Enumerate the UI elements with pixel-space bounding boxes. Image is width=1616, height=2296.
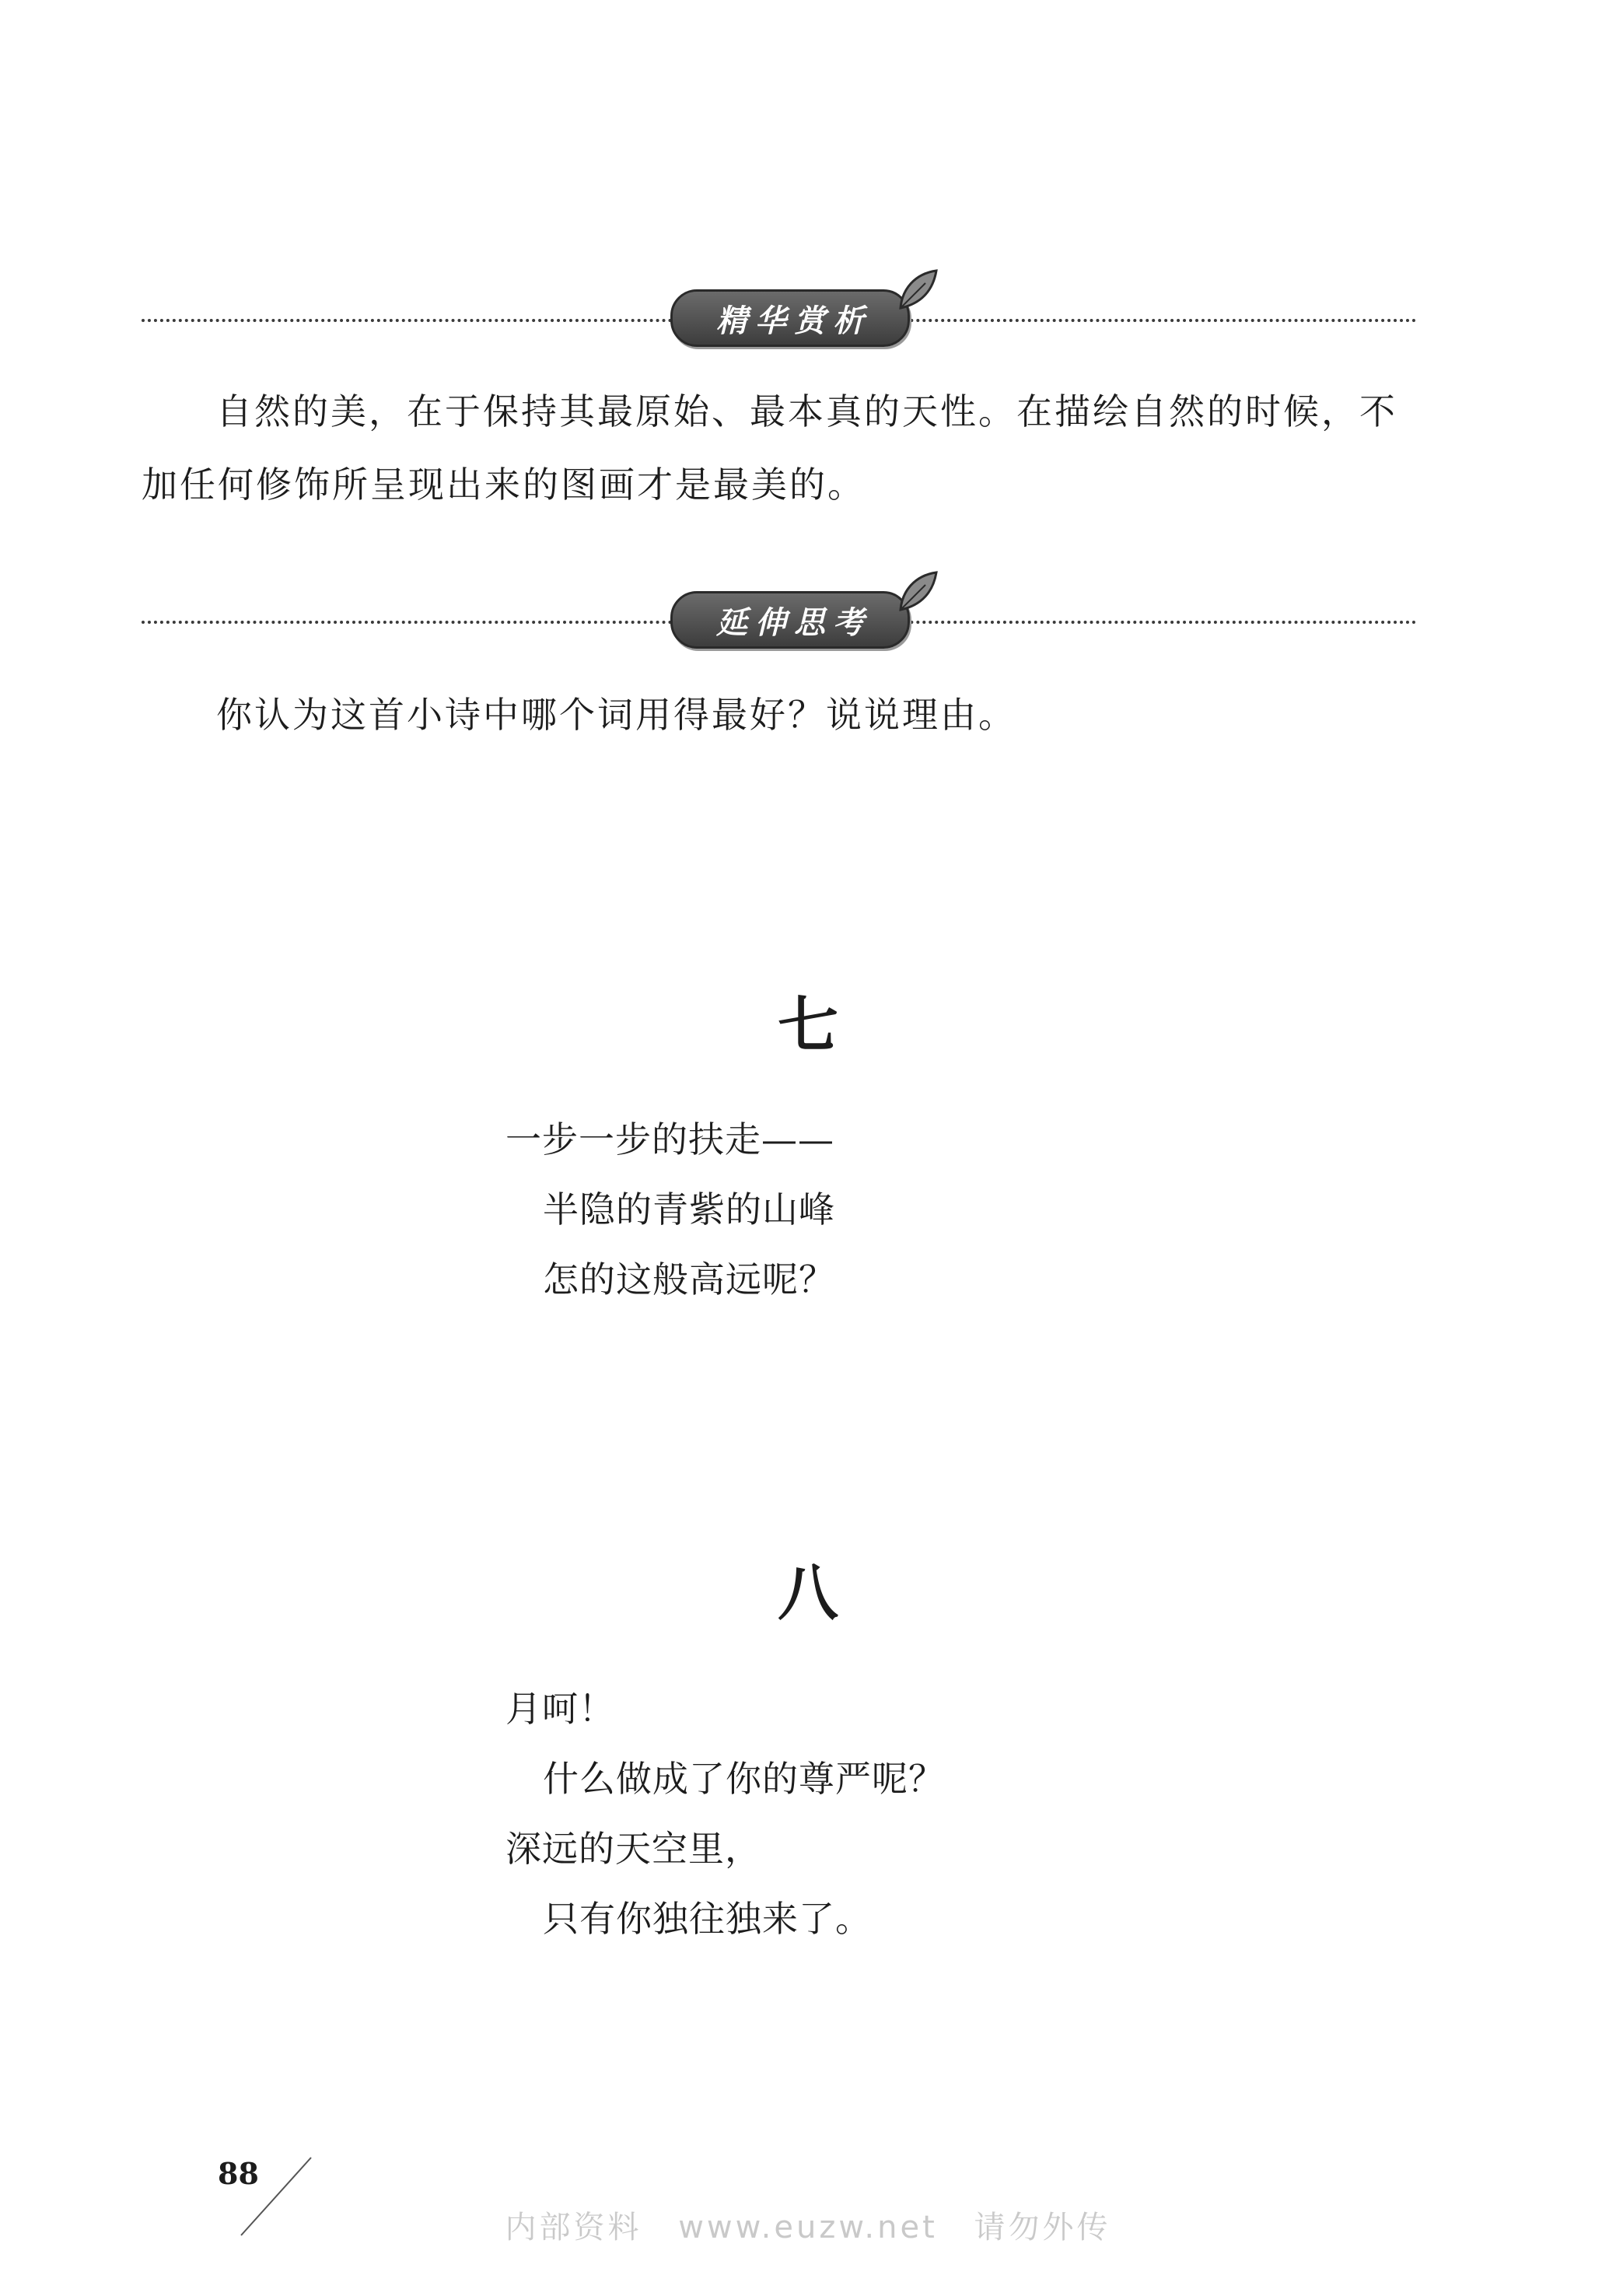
section-tag-label: 延伸思考 <box>716 604 872 641</box>
leaf-icon <box>894 568 943 616</box>
section-tag <box>670 289 910 347</box>
poem-line: 什么做成了你的尊严呢？ <box>543 1758 945 1800</box>
appreciation-text: 自然的美，在于保持其最原始、最本真的天性。在描绘自然的时候，不加任何修饰所呈现出来的图画才是最美的。 <box>142 390 1397 506</box>
section-header-appreciation <box>142 289 1417 352</box>
extended-thinking-text: 你认为这首小诗中哪个词用得最好？说说理由。 <box>216 694 1016 736</box>
poem-eight <box>505 1674 945 1954</box>
section-tag-label: 精华赏析 <box>716 303 872 339</box>
poem-line: 怎的这般高远呢？ <box>543 1258 835 1300</box>
leaf-icon <box>894 266 943 314</box>
poem-seven <box>505 1104 835 1314</box>
poem-line: 只有你独往独来了。 <box>543 1898 872 1940</box>
section-header-extended-thinking <box>142 591 1417 653</box>
poem-line: 深远的天空里， <box>505 1828 761 1870</box>
poem-line: 半隐的青紫的山峰 <box>543 1188 835 1230</box>
watermark: 内部资料 www.euzw.net 请勿外传 <box>505 2210 1111 2245</box>
poem-number: 七 <box>777 991 838 1061</box>
poem-line: 一步一步的扶走—— <box>505 1118 834 1160</box>
poem-line: 月呵！ <box>505 1688 615 1730</box>
page-number: 88 <box>218 2156 259 2191</box>
section-tag <box>670 591 910 649</box>
poem-number: 八 <box>777 1559 838 1629</box>
